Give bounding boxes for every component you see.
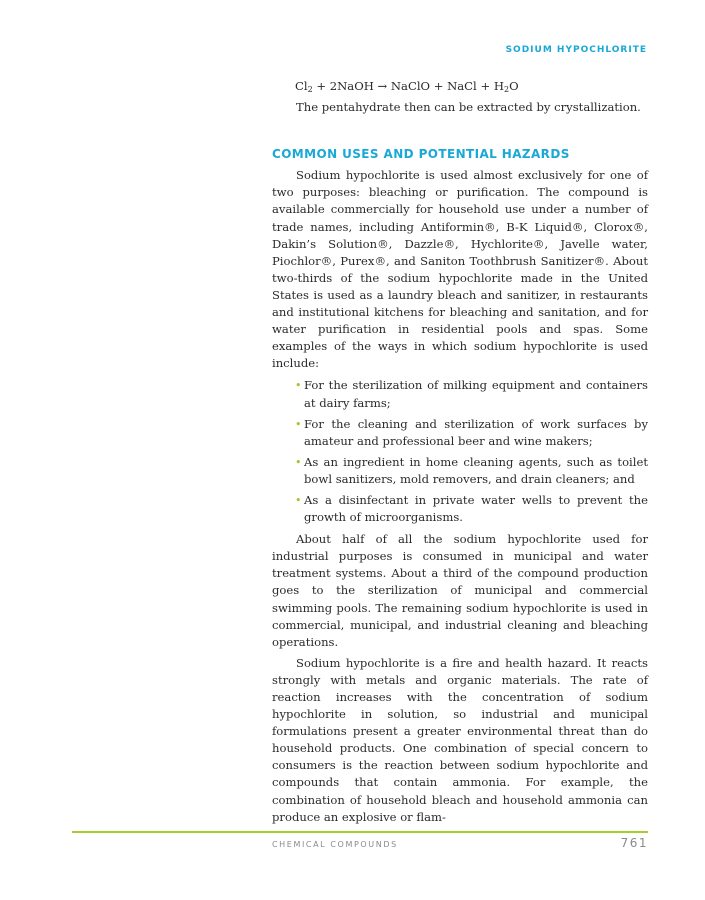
equation-h-subscript: 2 <box>503 85 510 94</box>
list-item-text: For the cleaning and sterilization of work surfaces by amateur and professional beer and wine makers; <box>304 416 648 448</box>
bullet-icon: • <box>295 379 302 393</box>
chemical-equation <box>295 78 648 95</box>
list-item-text: For the sterilization of milking equipment and containers at dairy farms; <box>304 378 648 410</box>
bullet-icon: • <box>295 455 302 469</box>
equation-body: + 2NaOH → NaClO + NaCl + H <box>312 79 504 93</box>
uses-bullet-list <box>272 377 648 526</box>
footer-book-title: CHEMICAL COMPOUNDS <box>272 840 398 849</box>
section-heading: COMMON USES AND POTENTIAL HAZARDS <box>272 147 570 162</box>
list-item-text: As a disinfectant in private water wells to prevent the growth of microorganisms. <box>304 492 648 525</box>
bullet-icon: • <box>295 417 302 431</box>
page-number: 761 <box>620 836 648 850</box>
list-item <box>295 416 648 450</box>
list-item <box>295 377 648 411</box>
running-head: SODIUM HYPOCHLORITE <box>505 45 647 55</box>
list-item <box>295 492 648 526</box>
text-column <box>272 78 648 826</box>
equation-end: O <box>509 79 519 93</box>
uses-paragraph: Sodium hypochlorite is used almost exclusively for one of two purposes: bleaching or purification. The compound is available commercially for household use under a number of trade names, including Antiformin®, B-K Liquid®, Clorox®, Dakin’s Solution®, Dazzle®, Hychlorite®, Javelle water, Piochlor®, Purex®, and Saniton Toothbrush Sanitizer®. About two-thirds of the sodium hypochlorite made in the United States is used as a laundry bleach and sanitizer, in restaurants and institutional kitchens for bleaching and sanitation, and for water purification in residential pools and spas. Some examples of the ways in which sodium hypochlorite is used include: <box>272 168 648 371</box>
intro-paragraph: The pentahydrate then can be extracted by crystallization. <box>296 100 641 115</box>
equation-cl-subscript: 2 <box>307 85 313 94</box>
list-item <box>295 454 648 488</box>
list-item-text: As an ingredient in home cleaning agents, such as toilet bowl sanitizers, mold removers, and drain cleaners; and <box>304 454 648 486</box>
bullet-icon: • <box>295 493 302 507</box>
hazards-paragraph: Sodium hypochlorite is a fire and health hazard. It reacts strongly with metals and organic materials. The rate of reaction increases with the concentration of sodium hypochlorite in solution, so industrial and municipal formulations present a greater environmental threat than do household products. One combination of special concern to consumers is the reaction between sodium hypochlorite and compounds that contain ammonia. For example, the combination of household bleach and household ammonia can produce an explosive or flam- <box>272 655 648 824</box>
footer-rule <box>72 831 648 833</box>
equation-cl: Cl <box>295 79 308 93</box>
industrial-uses-paragraph: About half of all the sodium hypochlorite used for industrial purposes is consumed in municipal and water treatment systems. About a third of the compound production goes to the sterilization of municipal and commercial swimming pools. The remaining sodium hypochlorite is used in commercial, municipal, and industrial cleaning and bleaching operations. <box>272 532 648 649</box>
